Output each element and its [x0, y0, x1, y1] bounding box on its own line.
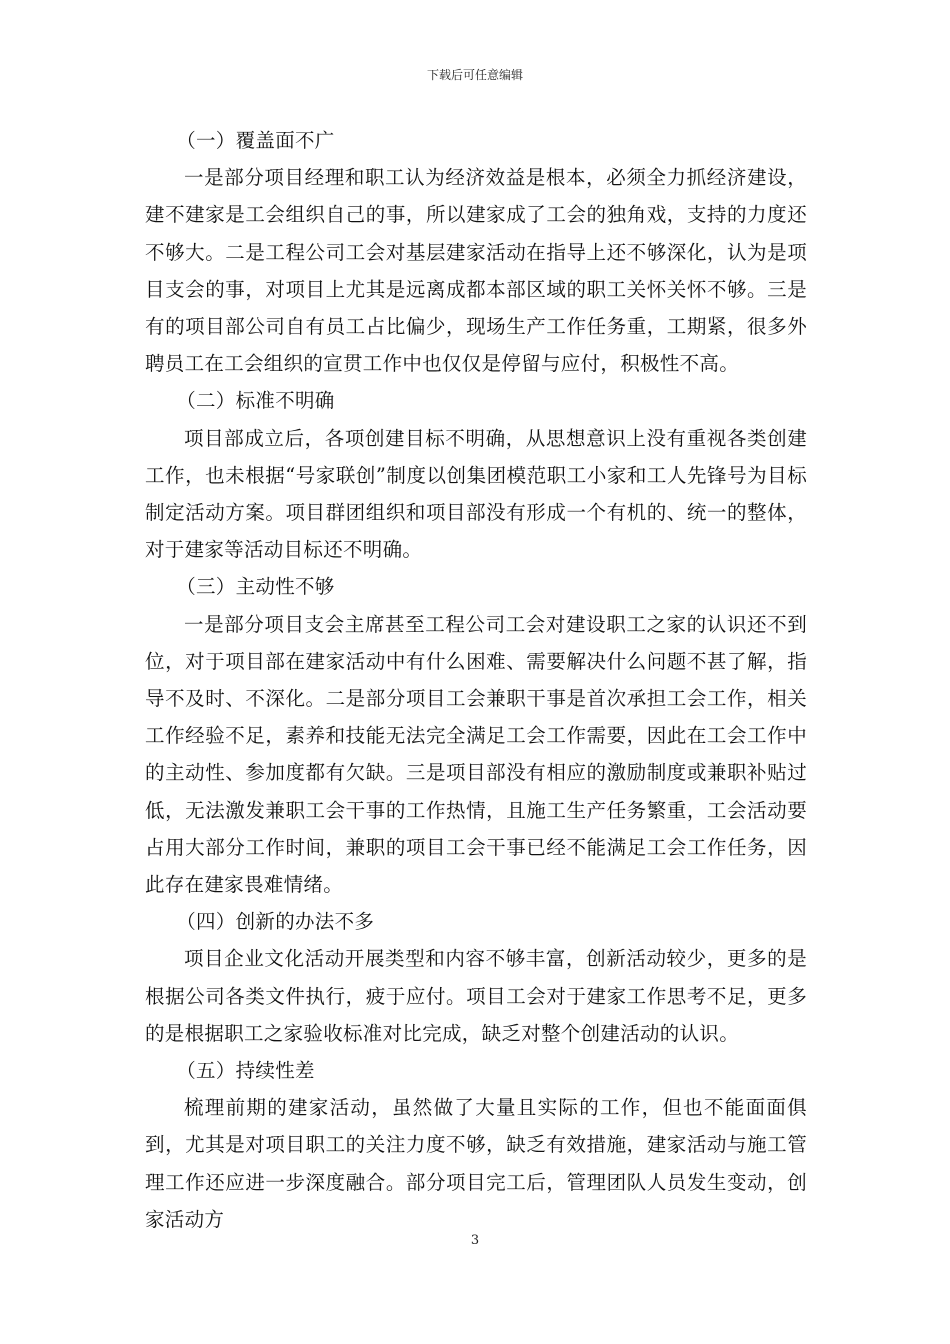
- section-5-heading: （五）持续性差: [176, 1059, 315, 1083]
- section-3-body: 一是部分项目支会主席甚至工程公司工会对建设职工之家的认识还不到位，对于项目部在建家活动中有什么困难、需要解决什么问题不甚了解，指导不及时、不深化。二是部分项目工会兼职干事是首次承担工会工作，相关工作经验不足，素养和技能无法完全满足工会工作需要，因此在工会工作中的主动性、参加度都有欠缺。三是项目部没有相应的激励制度或兼职补贴过低，无法激发兼职工会干事的工作热情，且施工生产任务繁重，工会活动要占用大部分工作时间，兼职的项目工会干事已经不能满足工会工作任务，因此存在建家畏难情绪。: [145, 612, 807, 897]
- page-number: 3: [470, 1233, 480, 1248]
- page-header: 下载后可任意编辑: [426, 68, 523, 82]
- section-4-heading: （四）创新的办法不多: [176, 910, 375, 934]
- section-2-body: 项目部成立后，各项创建目标不明确，从思想意识上没有重视各类创建工作，也未根据“号家联创”制度以创集团模范职工小家和工人先锋号为目标制定活动方案。项目群团组织和项目部没有形成一个有机的、统一的整体，对于建家等活动目标还不明确。: [145, 426, 807, 562]
- section-4-body: 项目企业文化活动开展类型和内容不够丰富，创新活动较少，更多的是根据公司各类文件执行，疲于应付。项目工会对于建家工作思考不足，更多的是根据职工之家验收标准对比完成，缺乏对整个创建活动的认识。: [145, 947, 807, 1045]
- document-body: [145, 122, 807, 1238]
- section-1-heading: （一）覆盖面不广: [176, 129, 335, 152]
- section-2-heading: （二）标准不明确: [176, 389, 335, 413]
- section-5-body: 梳理前期的建家活动，虽然做了大量且实际的工作，但也不能面面俱到，尤其是对项目职工的关注力度不够，缺乏有效措施，建家活动与施工管理工作还应进一步深度融合。部分项目完工后，管理团队人员发生变动，创家活动方: [145, 1096, 807, 1231]
- section-3-heading: （三）主动性不够: [176, 575, 335, 599]
- section-1-body: 一是部分项目经理和职工认为经济效益是根本，必须全力抓经济建设，建不建家是工会组织自己的事，所以建家成了工会的独角戏，支持的力度还不够大。二是工程公司工会对基层建家活动在指导上还不够深化，认为是项目支会的事，对项目上尤其是远离成都本部区域的职工关怀关怀不够。三是有的项目部公司自有员工占比偏少，现场生产工作任务重，工期紧，很多外聘员工在工会组织的宣贯工作中也仅仅是停留与应付，积极性不高。: [145, 166, 807, 376]
